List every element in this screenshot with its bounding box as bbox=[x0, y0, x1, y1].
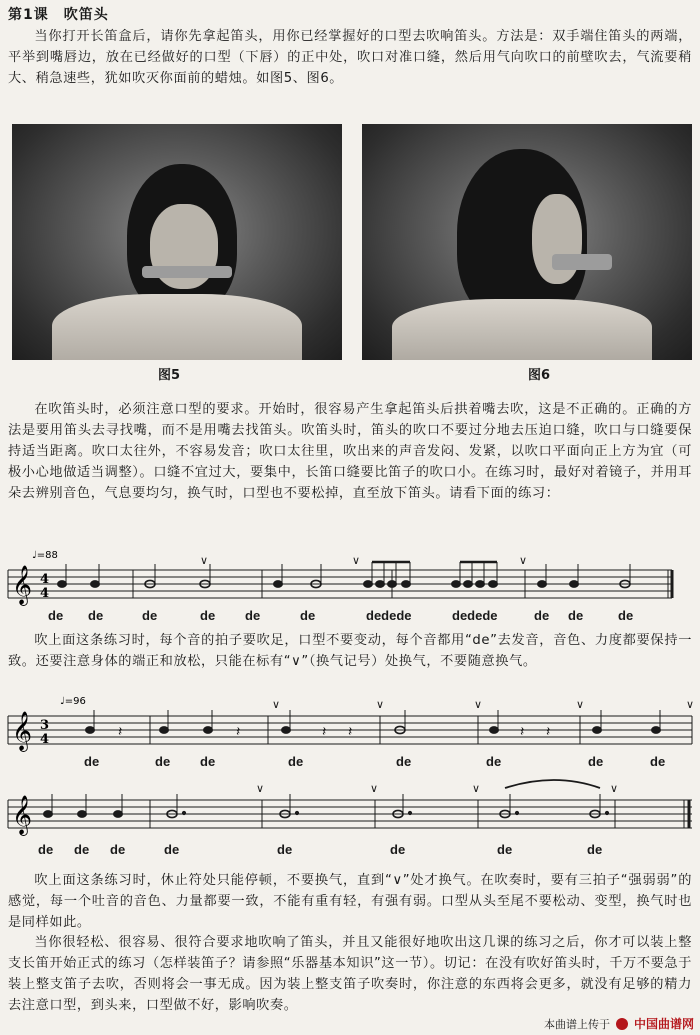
time-sig-top: 4 bbox=[40, 572, 50, 587]
exercise-2-staff-line-1 bbox=[0, 690, 700, 780]
svg-text:∨: ∨ bbox=[256, 782, 265, 795]
figure-6-photo bbox=[362, 124, 692, 360]
syllable: de bbox=[164, 842, 180, 857]
syllable: de bbox=[245, 608, 261, 623]
exercise-2-notes: 吹上面这条练习时，休止符处只能停顿，不要换气，直到“∨”处才换气。在吹奏时，要有三拍子“强弱弱”的感觉，每一个吐音的音色、力量都要一致，不能有重有轻，有强有弱。口型从头至尾不要松动、变型，换气时也是同样如此。 bbox=[8, 873, 692, 930]
tempo-mark: ♩=88 bbox=[32, 550, 58, 561]
syllable: de bbox=[74, 842, 90, 857]
practice-paragraph: 在吹笛头时，必须注意口型的要求。开始时，很容易产生拿起笛头后拱着嘴去吹，这是不正确的。正确的方法是要用笛头去寻找嘴，而不是用嘴去找笛头。吹笛头时，笛头的吹口不要过分地去压迫口缝，吹口与口缝要保持适当距离。吹口太往外，不容易发音；吹口太往里，吹出来的声音发闷、发紧，以吹口平面向正上方为宜（可极小心地做适当调整）。口缝不宜过大，要集中，长笛口缝要比笛子的吹口小。在练习时，最好对着镜子，并用耳朵去辨别音色，气息要均匀，换气时，口型也不要松掉，直至放下笛头。请看下面的练习： bbox=[8, 402, 692, 501]
exercise-2-staff-line-2 bbox=[0, 778, 700, 868]
syllable: de bbox=[110, 842, 126, 857]
syllable: de bbox=[200, 754, 216, 769]
syllable: de bbox=[587, 842, 603, 857]
syllable: de bbox=[650, 754, 666, 769]
syllable: de bbox=[534, 608, 550, 623]
figure-5-caption: 图5 bbox=[158, 368, 181, 383]
syllable: de bbox=[155, 754, 171, 769]
svg-text:∨: ∨ bbox=[686, 698, 695, 711]
treble-clef-icon: 𝄞 bbox=[12, 795, 33, 835]
quarter-rest-icon: 𝄽 bbox=[546, 724, 551, 740]
intro-paragraph: 当你打开长笛盒后，请你先拿起笛头，用你已经掌握好的口型去吹响笛头。方法是：双手端住笛头的两端，平举到嘴唇边，放在已经做好的口型（下唇）的正中处，吹口对准口缝，然后用气向吹口的前壁吹去，气流要稍大、稍急速些，犹如吹灭你面前的蜡烛。如图5、图6。 bbox=[8, 29, 692, 86]
site-footer bbox=[544, 1015, 694, 1032]
treble-clef-icon: 𝄞 bbox=[12, 565, 33, 605]
svg-text:∨: ∨ bbox=[370, 782, 379, 795]
time-sig-bottom: 4 bbox=[40, 586, 50, 601]
tempo-mark: ♩=96 bbox=[60, 696, 86, 707]
quarter-rest-icon: 𝄽 bbox=[118, 724, 123, 740]
svg-text:∨: ∨ bbox=[376, 698, 385, 711]
svg-text:∨: ∨ bbox=[200, 554, 209, 567]
exercise-1-notes: 吹上面这条练习时，每个音的拍子要吹足，口型不要变动，每个音都用“de”去发音，音色、力度都要保持一致。还要注意身体的端正和放松，只能在标有“∨”（换气记号）处换气，不要随意换气。 bbox=[8, 633, 692, 669]
syllable: de bbox=[486, 754, 502, 769]
quarter-rest-icon: 𝄽 bbox=[322, 724, 327, 740]
svg-text:∨: ∨ bbox=[610, 782, 619, 795]
lesson-title: 第1课 吹笛头 bbox=[8, 7, 109, 23]
syllable: de bbox=[200, 608, 216, 623]
svg-text:∨: ∨ bbox=[272, 698, 281, 711]
syllable: de bbox=[84, 754, 100, 769]
site-logo-icon bbox=[616, 1018, 628, 1030]
syllable: de bbox=[88, 608, 104, 623]
treble-clef-icon: 𝄞 bbox=[12, 711, 33, 751]
syllable: de bbox=[588, 754, 604, 769]
syllable: de bbox=[300, 608, 316, 623]
closing-paragraph: 当你很轻松、很容易、很符合要求地吹响了笛头，并且又能很好地吹出这几课的练习之后，你才可以装上整支长笛开始正式的练习（怎样装笛子？请参照“乐器基本知识”这一节）。切记：在没有吹好笛头时，千万不要急于装上整支笛子去吹，否则将会一事无成。因为装上整支笛子吹奏时，你注意的东西将会更多，就没有足够的精力去注意口型，到头来，口型做不好，影响吹奏。 bbox=[8, 935, 692, 1013]
syllable: de bbox=[142, 608, 158, 623]
syllable: de bbox=[396, 754, 412, 769]
site-brand-link[interactable]: 中国曲谱网 bbox=[633, 1017, 694, 1031]
syllable: de bbox=[390, 842, 406, 857]
figure-6-caption: 图6 bbox=[528, 368, 551, 383]
tie-arc bbox=[505, 780, 600, 788]
syllable: de bbox=[568, 608, 584, 623]
syllable: de bbox=[497, 842, 513, 857]
time-sig-bottom: 4 bbox=[40, 732, 50, 747]
svg-text:∨: ∨ bbox=[352, 554, 361, 567]
svg-text:∨: ∨ bbox=[576, 698, 585, 711]
syllable: de bbox=[288, 754, 304, 769]
figure-5-photo bbox=[12, 124, 342, 360]
svg-text:∨: ∨ bbox=[472, 782, 481, 795]
quarter-rest-icon: 𝄽 bbox=[520, 724, 525, 740]
time-sig-top: 3 bbox=[40, 718, 50, 733]
quarter-rest-icon: 𝄽 bbox=[348, 724, 353, 740]
syllable: de bbox=[277, 842, 293, 857]
upload-note: 本曲谱上传于 bbox=[543, 1017, 610, 1031]
svg-text:∨: ∨ bbox=[474, 698, 483, 711]
quarter-rest-icon: 𝄽 bbox=[236, 724, 241, 740]
syllable: de bbox=[38, 842, 54, 857]
syllable: dedede bbox=[452, 608, 498, 623]
syllable: de bbox=[618, 608, 634, 623]
exercise-1-staff bbox=[0, 540, 700, 630]
svg-text:∨: ∨ bbox=[519, 554, 528, 567]
syllable: de bbox=[48, 608, 64, 623]
syllable: dedede bbox=[366, 608, 412, 623]
